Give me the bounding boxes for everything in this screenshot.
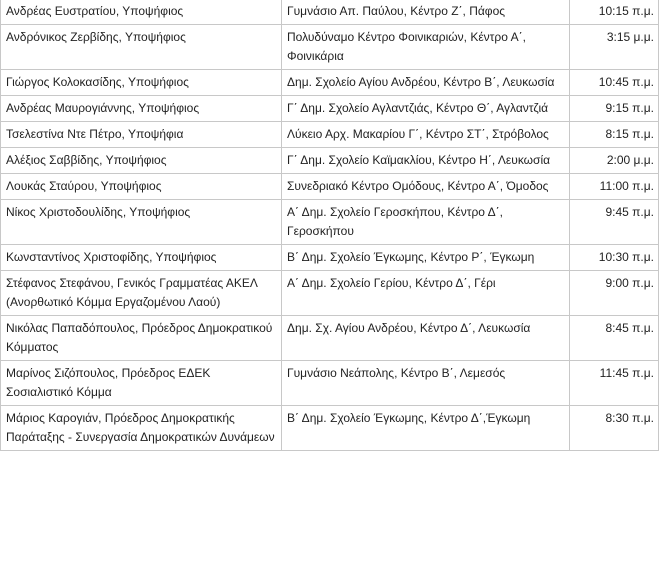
time-cell: 2:00 μ.μ. [570,148,659,174]
polling-place-cell: Β΄ Δημ. Σχολείο Έγκωμης, Κέντρο Ρ΄, Έγκωμη [282,245,570,271]
person-cell: Μάριος Καρογιάν, Πρόεδρος Δημοκρατικής Παράταξης - Συνεργασία Δημοκρατικών Δυνάμεων [1,406,282,451]
table-row [1,245,659,271]
polling-place-cell: Γ΄ Δημ. Σχολείο Αγλαντζιάς, Κέντρο Θ΄, Αγλαντζιά [282,96,570,122]
person-cell: Νίκος Χριστοδουλίδης, Υποψήφιος [1,200,282,245]
time-cell: 3:15 μ.μ. [570,25,659,70]
table-row [1,406,659,451]
time-cell: 11:00 π.μ. [570,174,659,200]
person-cell: Ανδρέας Μαυρογιάννης, Υποψήφιος [1,96,282,122]
person-cell: Αλέξιος Σαββίδης, Υποψήφιος [1,148,282,174]
time-cell: 8:15 π.μ. [570,122,659,148]
polling-place-cell: Γυμνάσιο Απ. Παύλου, Κέντρο Ζ΄, Πάφος [282,0,570,25]
table-row [1,148,659,174]
table-row [1,361,659,406]
time-cell: 11:45 π.μ. [570,361,659,406]
polling-place-cell: Δημ. Σχ. Αγίου Ανδρέου, Κέντρο Δ΄, Λευκωσία [282,316,570,361]
table-row [1,70,659,96]
person-cell: Ανδρέας Ευστρατίου, Υποψήφιος [1,0,282,25]
person-cell: Μαρίνος Σιζόπουλος, Πρόεδρος ΕΔΕΚ Σοσιαλιστικό Κόμμα [1,361,282,406]
time-cell: 9:15 π.μ. [570,96,659,122]
time-cell: 8:30 π.μ. [570,406,659,451]
person-cell: Γιώργος Κολοκασίδης, Υποψήφιος [1,70,282,96]
person-cell: Ανδρόνικος Ζερβίδης, Υποψήφιος [1,25,282,70]
table-row [1,122,659,148]
table-row [1,96,659,122]
table-row [1,25,659,70]
polling-place-cell: Γυμνάσιο Νεάπολης, Κέντρο Β΄, Λεμεσός [282,361,570,406]
polling-place-cell: Δημ. Σχολείο Αγίου Ανδρέου, Κέντρο Β΄, Λευκωσία [282,70,570,96]
person-cell: Κωνσταντίνος Χριστοφίδης, Υποψήφιος [1,245,282,271]
table-row [1,174,659,200]
time-cell: 8:45 π.μ. [570,316,659,361]
polling-place-cell: Β΄ Δημ. Σχολείο Έγκωμης, Κέντρο Δ΄,Έγκωμη [282,406,570,451]
person-cell: Νικόλας Παπαδόπουλος, Πρόεδρος Δημοκρατικού Κόμματος [1,316,282,361]
table-row [1,316,659,361]
polling-place-cell: Πολυδύναμο Κέντρο Φοινικαριών, Κέντρο Α΄, Φοινικάρια [282,25,570,70]
table-row [1,200,659,245]
time-cell: 9:00 π.μ. [570,271,659,316]
table-row [1,0,659,25]
polling-place-cell: Α΄ Δημ. Σχολείο Γερίου, Κέντρο Δ΄, Γέρι [282,271,570,316]
person-cell: Τσελεστίνα Ντε Πέτρο, Υποψήφια [1,122,282,148]
polling-place-cell: Γ΄ Δημ. Σχολείο Καϊμακλίου, Κέντρο Η΄, Λευκωσία [282,148,570,174]
time-cell: 10:30 π.μ. [570,245,659,271]
time-cell: 10:45 π.μ. [570,70,659,96]
polling-place-cell: Α΄ Δημ. Σχολείο Γεροσκήπου, Κέντρο Δ΄, Γεροσκήπου [282,200,570,245]
polling-place-cell: Συνεδριακό Κέντρο Ομόδους, Κέντρο Α΄, Όμοδος [282,174,570,200]
person-cell: Λουκάς Σταύρου, Υποψήφιος [1,174,282,200]
time-cell: 9:45 π.μ. [570,200,659,245]
person-cell: Στέφανος Στεφάνου, Γενικός Γραμματέας ΑΚΕΛ (Ανορθωτικό Κόμμα Εργαζομένου Λαού) [1,271,282,316]
polling-place-cell: Λύκειο Αρχ. Μακαρίου Γ΄, Κέντρο ΣΤ΄, Στρόβολος [282,122,570,148]
time-cell: 10:15 π.μ. [570,0,659,25]
table-row [1,271,659,316]
